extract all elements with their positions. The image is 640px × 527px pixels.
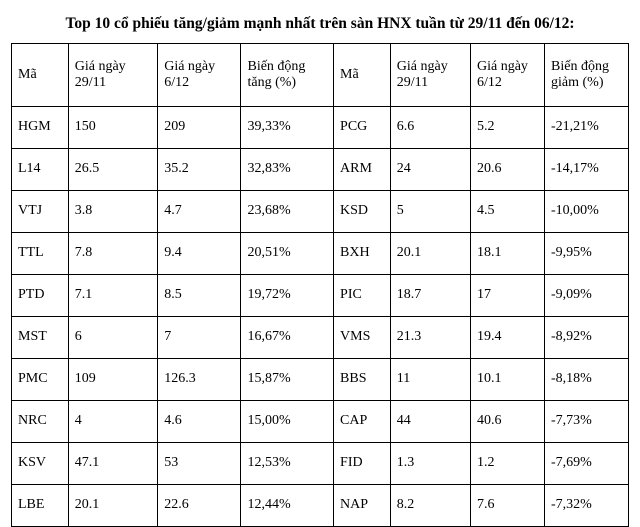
cell-code-gainer: LBE [12, 485, 69, 527]
cell-change-down: -7,32% [545, 485, 629, 527]
page-title: Top 10 cổ phiếu tăng/giảm mạnh nhất trên sàn HNX tuần từ 29/11 đến 06/12: [65, 15, 575, 32]
cell-change-up: 15,87% [241, 359, 334, 401]
cell-change-up: 15,00% [241, 401, 334, 443]
cell-price-0612-loser: 4.5 [470, 191, 544, 233]
cell-price-2911-loser: 1.3 [390, 443, 470, 485]
table-row [12, 317, 629, 359]
cell-code-gainer: HGM [12, 107, 69, 149]
cell-change-down: -7,69% [545, 443, 629, 485]
cell-code-loser: FID [334, 443, 391, 485]
cell-price-0612-gainer: 8.5 [158, 275, 241, 317]
cell-price-0612-loser: 1.2 [470, 443, 544, 485]
cell-code-gainer: MST [12, 317, 69, 359]
cell-change-up: 12,44% [241, 485, 334, 527]
cell-price-2911-gainer: 7.1 [68, 275, 157, 317]
cell-price-0612-gainer: 4.7 [158, 191, 241, 233]
cell-price-0612-gainer: 7 [158, 317, 241, 359]
table-row [12, 359, 629, 401]
stock-movers-table [11, 43, 629, 527]
table-header [12, 44, 629, 107]
cell-code-gainer: PTD [12, 275, 69, 317]
cell-price-2911-loser: 8.2 [390, 485, 470, 527]
cell-change-down: -8,92% [545, 317, 629, 359]
cell-price-0612-gainer: 9.4 [158, 233, 241, 275]
cell-price-0612-gainer: 126.3 [158, 359, 241, 401]
cell-price-0612-loser: 5.2 [470, 107, 544, 149]
cell-code-gainer: PMC [12, 359, 69, 401]
cell-price-2911-gainer: 7.8 [68, 233, 157, 275]
cell-price-0612-loser: 7.6 [470, 485, 544, 527]
cell-price-0612-gainer: 4.6 [158, 401, 241, 443]
cell-change-down: -9,95% [545, 233, 629, 275]
table-row [12, 443, 629, 485]
cell-price-2911-gainer: 47.1 [68, 443, 157, 485]
cell-change-up: 20,51% [241, 233, 334, 275]
cell-code-loser: PCG [334, 107, 391, 149]
cell-price-2911-gainer: 20.1 [68, 485, 157, 527]
cell-change-up: 32,83% [241, 149, 334, 191]
cell-code-loser: BBS [334, 359, 391, 401]
cell-change-up: 12,53% [241, 443, 334, 485]
cell-change-down: -8,18% [545, 359, 629, 401]
column-header-price-2911-gainers: Giá ngày 29/11 [68, 44, 157, 107]
cell-change-down: -21,21% [545, 107, 629, 149]
cell-code-loser: CAP [334, 401, 391, 443]
cell-change-up: 39,33% [241, 107, 334, 149]
cell-price-2911-loser: 44 [390, 401, 470, 443]
cell-price-2911-gainer: 26.5 [68, 149, 157, 191]
cell-price-2911-loser: 24 [390, 149, 470, 191]
cell-code-loser: VMS [334, 317, 391, 359]
table-row [12, 275, 629, 317]
cell-code-loser: PIC [334, 275, 391, 317]
cell-price-0612-loser: 17 [470, 275, 544, 317]
cell-code-gainer: KSV [12, 443, 69, 485]
cell-price-0612-gainer: 53 [158, 443, 241, 485]
cell-change-up: 19,72% [241, 275, 334, 317]
cell-price-2911-gainer: 109 [68, 359, 157, 401]
cell-change-down: -14,17% [545, 149, 629, 191]
cell-price-2911-gainer: 3.8 [68, 191, 157, 233]
cell-code-gainer: VTJ [12, 191, 69, 233]
cell-price-0612-gainer: 35.2 [158, 149, 241, 191]
column-header-price-2911-losers: Giá ngày 29/11 [390, 44, 470, 107]
cell-price-0612-gainer: 209 [158, 107, 241, 149]
cell-price-2911-gainer: 4 [68, 401, 157, 443]
cell-price-0612-loser: 19.4 [470, 317, 544, 359]
column-header-code-gainers: Mã [12, 44, 69, 107]
cell-code-loser: ARM [334, 149, 391, 191]
cell-change-down: -7,73% [545, 401, 629, 443]
cell-price-2911-loser: 11 [390, 359, 470, 401]
cell-price-2911-gainer: 150 [68, 107, 157, 149]
cell-price-0612-loser: 20.6 [470, 149, 544, 191]
table-row [12, 233, 629, 275]
column-header-change-down: Biến động giảm (%) [545, 44, 629, 107]
cell-price-0612-gainer: 22.6 [158, 485, 241, 527]
column-header-change-up: Biến động tăng (%) [241, 44, 334, 107]
cell-code-loser: NAP [334, 485, 391, 527]
cell-change-down: -9,09% [545, 275, 629, 317]
cell-price-2911-gainer: 6 [68, 317, 157, 359]
cell-price-2911-loser: 18.7 [390, 275, 470, 317]
cell-code-loser: BXH [334, 233, 391, 275]
column-header-price-0612-losers: Giá ngày 6/12 [470, 44, 544, 107]
cell-code-gainer: TTL [12, 233, 69, 275]
cell-change-down: -10,00% [545, 191, 629, 233]
table-header-row [12, 44, 629, 107]
table-body [12, 107, 629, 527]
cell-code-gainer: NRC [12, 401, 69, 443]
table-row [12, 401, 629, 443]
cell-price-2911-loser: 21.3 [390, 317, 470, 359]
cell-code-loser: KSD [334, 191, 391, 233]
cell-price-2911-loser: 20.1 [390, 233, 470, 275]
cell-price-0612-loser: 18.1 [470, 233, 544, 275]
cell-price-0612-loser: 40.6 [470, 401, 544, 443]
cell-price-2911-loser: 6.6 [390, 107, 470, 149]
cell-change-up: 23,68% [241, 191, 334, 233]
table-row [12, 107, 629, 149]
column-header-code-losers: Mã [334, 44, 391, 107]
column-header-price-0612-gainers: Giá ngày 6/12 [158, 44, 241, 107]
table-row [12, 191, 629, 233]
cell-code-gainer: L14 [12, 149, 69, 191]
table-row [12, 485, 629, 527]
cell-price-2911-loser: 5 [390, 191, 470, 233]
cell-change-up: 16,67% [241, 317, 334, 359]
table-row [12, 149, 629, 191]
cell-price-0612-loser: 10.1 [470, 359, 544, 401]
